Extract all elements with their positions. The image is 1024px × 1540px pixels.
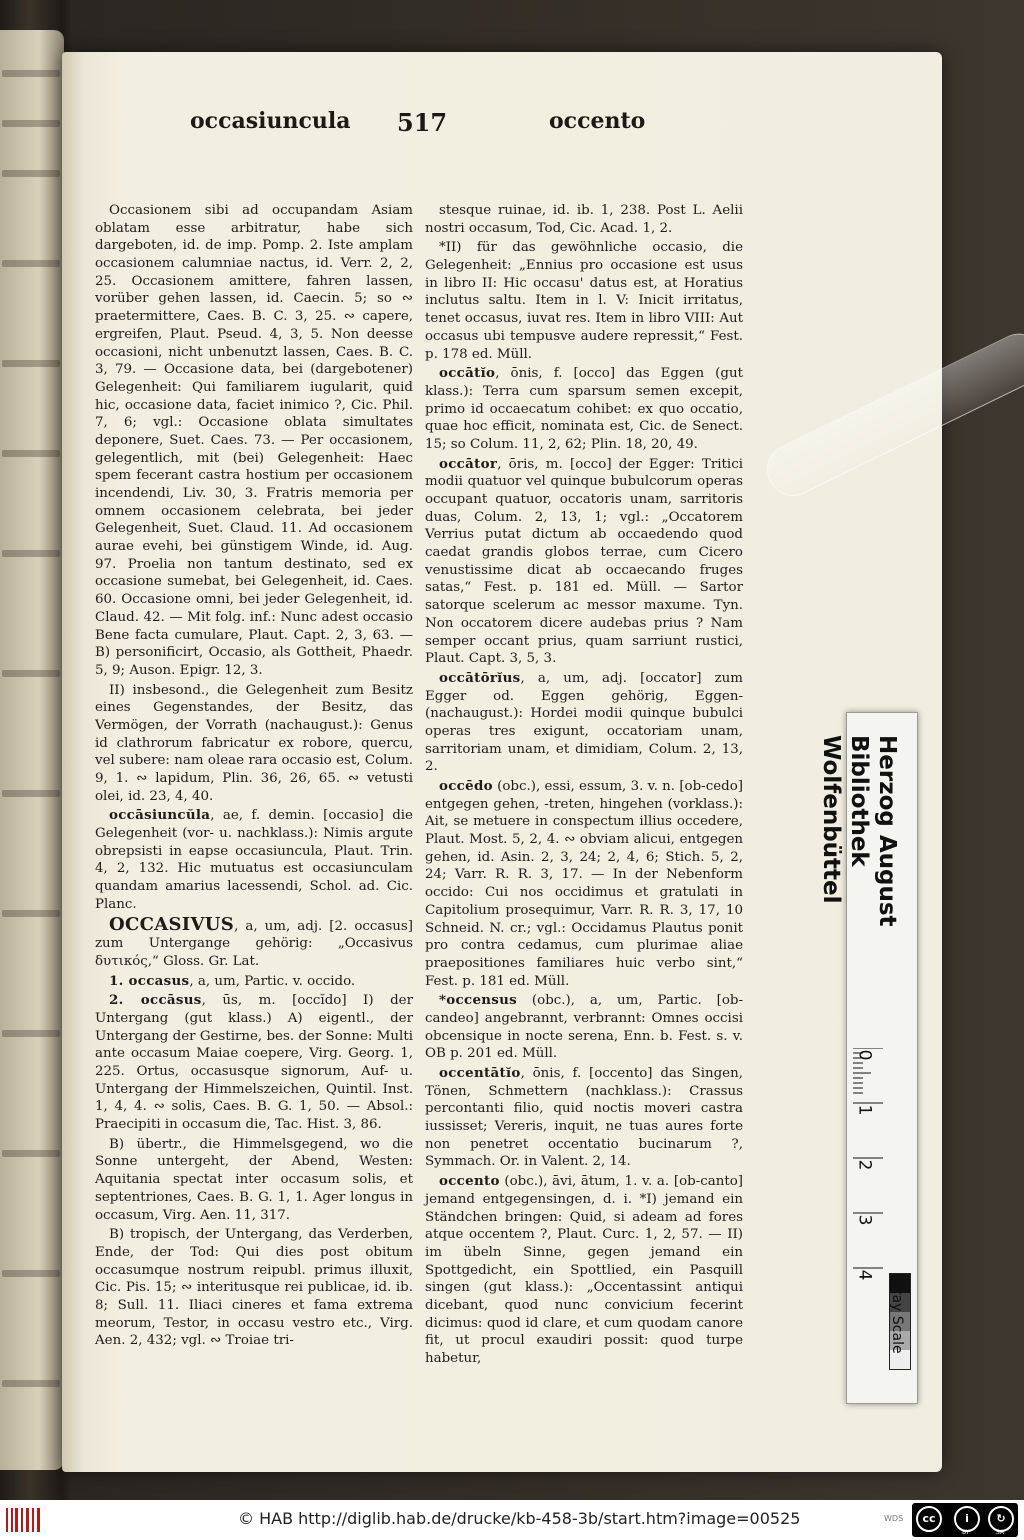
entry-text: stesque ruinae, id. ib. 1, 238. Post L. Aelii nostri occasum, Tod, Cic. Acad. 1, 2. xyxy=(425,203,743,236)
cc-by-label: BY xyxy=(962,1529,970,1536)
ruler-number: 2 xyxy=(854,1159,875,1171)
dictionary-entry xyxy=(425,456,743,668)
headword: 1. occasus xyxy=(109,972,190,989)
entry-text: B) übertr., die Himmelsgegend, wo die Sonne untergeht, der Abend, Westen: Aquitania spectat inter occasum solis, et septentriones, Caes. B. G. 1, 1. Ager longus in occasum, Virg. Aen. 11, 317. xyxy=(95,1136,413,1223)
headword: occātōrĭus xyxy=(439,669,521,686)
dictionary-entry xyxy=(95,973,413,991)
bleed-line xyxy=(2,550,60,557)
dictionary-entry xyxy=(425,1173,743,1368)
entry-text: , ōris, m. [occo] der Egger: Tritici modii quatuor vel quinque bubulcorum operas occupant quatuor, occatoris unam, sarritoris duas, Colum. 2, 13, 1; vgl.: „Occatorem Verrius putat dictum ab occaedendo quod caedat grandis globos terrae, cum Cicero venustissime dicat ab occaecando fruges satas,“ Fest. p. 181 ed. Müll. — Sartor satorque scelerum ac messor maxume. Tyn. Non occatorem dicere audebas prius ? Nam semper occant prius, quam sarriunt rustici, Plaut. Capt. 3, 5, 3. xyxy=(425,456,743,667)
dictionary-entry xyxy=(95,202,413,680)
bleed-line xyxy=(2,790,60,797)
dictionary-entry xyxy=(95,1136,413,1224)
entry-text: (obc.), essi, essum, 3. v. n. [ob-cedo] entgegen gehen, -treten, hingehen (vorklass.): Ait, se metuere in conspectum illius occedere, Plaut. Most. 5, 2, 4. ∾ obviam alicui, entgegen gehen, id. Asin. 2, 3, 24; 2, 4, 6; Stich. 5, 2, 24; Varr. R. R. 3, 17. — In der Nebenform occido: Cui nos occidimus et gratulati in Capitolium prosequimur, Varr. R. R. 3, 17, 10 Schneid. N. cr.; vgl.: Occidamus Plautus ponit pro contra cedamus, cum plurimae aliae praepositiones familiares huic verbo sint,“ Fest. p. 181 ed. Müll. xyxy=(425,779,743,989)
dictionary-entry xyxy=(425,670,743,776)
dictionary-entry xyxy=(95,992,413,1134)
bleed-line xyxy=(2,1270,60,1277)
headword: occātĭo xyxy=(439,365,496,382)
bleed-line xyxy=(2,360,60,367)
entry-text: , a, um, Partic. v. occido. xyxy=(189,973,356,989)
ruler-number: 1 xyxy=(854,1104,875,1116)
entry-text: , ōnis, f. [occo] das Eggen (gut klass.): Terra cum sparsum semen excepit, primo id occaecatum cohibet: ex quo occatio, quae hoc efficit, nominata est, Cic. de Senect. 15; so Colum. 11, 2, 62; Plin. 18, 20, 49. xyxy=(425,366,743,452)
entry-text: , ōnis, f. [occento] das Singen, Tönen, Schmettern (nachklass.): Crassus percontanti filio, quid noctis moveri castra iussisset; Vereris, inquit, ne tuas aures forte non penetret occentatio bucinarum ?, Symmach. Or. in Valent. 2, 14. xyxy=(425,1066,743,1170)
dictionary-entry xyxy=(425,778,743,990)
headword: 2. occāsus xyxy=(109,992,202,1009)
gray-scale-label: Gray Scale xyxy=(889,1278,905,1354)
footer-mark: WDS xyxy=(884,1514,904,1523)
headword: occēdo xyxy=(439,778,493,794)
ruler-number: 4 xyxy=(854,1269,875,1281)
bleed-line xyxy=(2,170,60,177)
bleed-line xyxy=(2,450,60,457)
headword: occento xyxy=(439,1173,500,1190)
entry-text: , ae, f. demin. [occasio] die Gelegenheit (vor- u. nachklass.): Nimis argute obrepsisti in eapse occasiuncula, Plaut. Trin. 4, 2, 132. Hic mutuatus est occasiunculam quandam amarius lacessendi, Schol. ad. Cic. Planc. xyxy=(95,808,413,912)
headword: occāsiuncŭla xyxy=(109,807,211,824)
dictionary-entry xyxy=(425,992,743,1063)
ruler-label-line2: Wolfenbüttel xyxy=(818,735,844,904)
bleed-line xyxy=(2,1030,60,1037)
dictionary-entry xyxy=(425,239,743,363)
dictionary-entry xyxy=(425,202,743,237)
dictionary-entry xyxy=(95,807,413,913)
entry-text: II) insbesond., die Gelegenheit zum Besitz eines Gegenstandes, der Besitz, das Vermögen, der Vorrath (nachaugust.): Genus id clathrorum fabricatur ex robore, quercu, vel subere: nam oleae rara occasio est, Colum. 9, 1. ∾ lapidum, Plin. 36, 26, 65. ∾ vetusti olei, id. 23, 4, 40. xyxy=(95,682,413,804)
cc-icon: cc xyxy=(916,1506,942,1532)
dictionary-entry xyxy=(95,1226,413,1350)
entry-text: *II) für das gewöhnliche occasio, die Gelegenheit: „Ennius pro occasione est usus in libro II: Hic occasu' datus est, at Horatius inclutus saltu. Item in l. V: Inicit irritatus, tenet occasus, iuvat res. Item in libro VIII: Aut occasus ubi tempusve audere repressit,“ Fest. p. 178 ed. Müll. xyxy=(425,240,743,362)
footer-copyright-link[interactable]: © HAB http://diglib.hab.de/drucke/kb-458-3b/start.htm?image=00525 xyxy=(238,1509,801,1528)
right-column xyxy=(425,202,743,1370)
ruler-label-line1: Herzog August Bibliothek xyxy=(846,735,900,927)
entry-text: (obc.), āvi, ātum, 1. v. a. [ob-canto] jemand entgegensingen, d. i. *I) jemand ein Ständchen bringen: Quid, si adeam ad fores atque occentem ?, Plaut. Curc. 1, 2, 57. — II) im übeln Sinne, gegen jemand ein Spottgedicht, ein Spottlied, ein Pasquill singen (gut klass.): „Occentassint antiqui dicebant, quod nunc convicium fecerint dicimus: quod id clare, et cum quodam canore fit, ut procul exaudiri possit: quod turpe habetur, xyxy=(425,1174,743,1366)
color-ruler xyxy=(818,712,918,1404)
running-head-left: occasiuncula xyxy=(190,108,351,134)
cc-license-badge[interactable] xyxy=(912,1503,1018,1537)
bleed-line xyxy=(2,120,60,127)
entry-text: Occasionem sibi ad occupandam Asiam oblatam esse arbitratur, habe sich dargeboten, id. de imp. Pomp. 2. Iste amplam occasionem calumniae nactus, id. Verr. 2, 2, 25. Occasionem amittere, fahren lassen, vorüber gehen lassen, id. Caecin. 5; so ∾ praetermittere, Caes. B. C. 3, 25. ∾ capere, ergreifen, Plaut. Pseud. 4, 3, 5. Non deesse occasioni, nicht unbenutzt lassen, Caes. B. C. 3, 79. — Occasione data, bei (dargebotener) Gelegenheit: Qui familiarem iugularit, quid hic, occasione data, faciet inimico ?, Cic. Phil. 7, 6; vgl.: Occasione oblata simultates deponere, Suet. Caes. 73. — Per occasionem, gelegentlich, mit (bei) Gelegenheit: Haec spem fecerant castra hostium per occasionem incendendi, Liv. 30, 3. Fratris memoria per omnem occasionem celebrata, bei jeder Gelegenheit, Suet. Claud. 11. Ad occasionem aurae evehi, bei günstigem Winde, id. Aug. 97. Proelia non tantum destinato, sed ex occasione sumebat, bei Gelegenheit, id. Caes. 60. Occasione omni, bei jeder Gelegenheit, id. Claud. 42. — Mit folg. inf.: Nunc adest occasio Bene facta cumulare, Plaut. Capt. 2, 3, 63. — B) personificirt, Occasio, als Gottheit, Phaedr. 5, 9; Auson. Epigr. 12, 3. xyxy=(95,203,413,678)
cc-sa-label: SA xyxy=(996,1529,1005,1536)
sa-share-icon: ↻ xyxy=(988,1506,1014,1532)
by-person-icon: i xyxy=(954,1506,980,1532)
ruler-label xyxy=(818,735,901,1065)
entry-text: , ūs, m. [occĭdo] I) der Untergang (gut klass.) A) eigentl., der Untergang der Gestirne, bes. der Sonne: Multi ante occasum Maiae coepere, Virg. Georg. 1, 225. Ortus, occasusque signorum, Auf- u. Untergang der Himmelszeichen, Quintil. Inst. 1, 4, 4. ∾ solis, Caes. B. G. 1, 50. — Absol.: Praecipiti in occasum die, Tac. Hist. 3, 86. xyxy=(95,993,413,1133)
page-number: 517 xyxy=(397,108,448,137)
headword: occentātĭo xyxy=(439,1065,521,1081)
bleed-line xyxy=(2,910,60,917)
headword: OCCASIVUS xyxy=(109,913,235,935)
bleed-line xyxy=(2,1150,60,1157)
running-head-right: occento xyxy=(549,108,646,134)
ruler-number: 0 xyxy=(854,1049,875,1061)
entry-text: , a, um, adj. [occator] zum Egger od. Eggen gehörig, Eggen- (nachaugust.): Hordei modii quinque bubulci operas tres exigunt, occatoriam unam, sarritoriam unam, et dimidiam, Colum. 2, 13, 2. xyxy=(425,670,743,775)
dictionary-entry xyxy=(425,365,743,453)
entry-text: (obc.), a, um, Partic. [ob-candeo] angebrannt, verbrannt: Omnes occisi obcensique in nocte serena, Enn. b. Fest. s. v. OB p. 201 ed. Müll. xyxy=(425,993,743,1062)
hab-barcode-logo xyxy=(6,1508,42,1532)
entry-text: B) tropisch, der Untergang, das Verderben, Ende, der Tod: Qui dies post obitum occasumque nostrum reipubl. primus illuxit, Cic. Pis. 15; ∾ interitusque rei publicae, id. ib. 8; Sull. 11. Iliaci cineres et fama extrema meorum, Testor, in occasu vestro etc., Virg. Aen. 2, 432; vgl. ∾ Troiae tri- xyxy=(95,1227,413,1349)
headword: *occensus xyxy=(439,992,518,1009)
dictionary-entry xyxy=(95,913,413,971)
ruler-number: 3 xyxy=(854,1214,875,1226)
left-column xyxy=(95,202,413,1352)
bleed-line xyxy=(2,670,60,677)
bleed-line xyxy=(2,70,60,77)
bleed-line xyxy=(2,1380,60,1387)
entry-text: , a, um, adj. [2. occasus] zum Untergange gehörig: „Occasivus δυτικός,“ Gloss. Gr. Lat. xyxy=(95,918,413,969)
bleed-line xyxy=(2,260,60,267)
previous-page-edge xyxy=(0,30,64,1470)
footer-bar xyxy=(0,1500,1024,1540)
dictionary-entry xyxy=(425,1065,743,1171)
dictionary-entry xyxy=(95,682,413,806)
headword: occātor xyxy=(439,455,498,472)
